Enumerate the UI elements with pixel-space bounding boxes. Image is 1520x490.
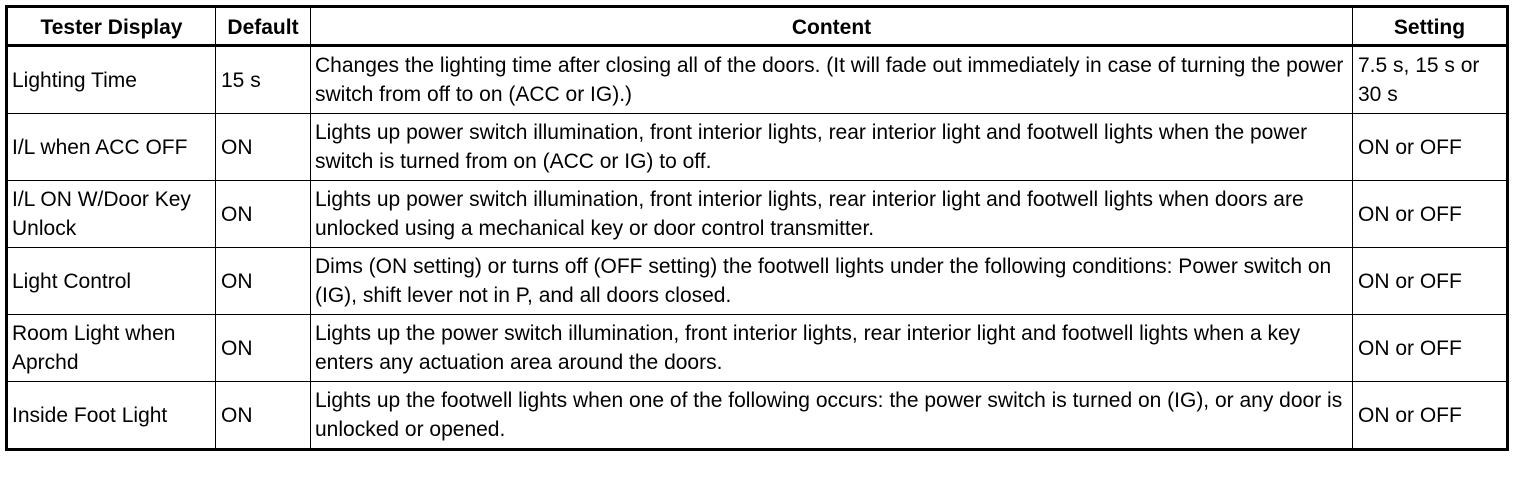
cell-tester-display: Room Light when Aprchd xyxy=(7,315,216,382)
cell-default: ON xyxy=(216,248,311,315)
cell-default: ON xyxy=(216,114,311,181)
cell-setting: 7.5 s, 15 s or 30 s xyxy=(1353,46,1508,114)
cell-content: Dims (ON setting) or turns off (OFF setting) the footwell lights under the following conditions: Power switch on (IG), shift lever not in P, and all doors closed. xyxy=(311,248,1353,315)
table-row xyxy=(7,181,1508,248)
cell-default: ON xyxy=(216,382,311,450)
cell-content: Lights up power switch illumination, front interior lights, rear interior light and footwell lights when the power switch is turned from on (ACC or IG) to off. xyxy=(311,114,1353,181)
cell-tester-display: I/L ON W/Door Key Unlock xyxy=(7,181,216,248)
header-row xyxy=(7,7,1508,46)
cell-setting: ON or OFF xyxy=(1353,181,1508,248)
cell-content: Lights up the footwell lights when one of the following occurs: the power switch is turned on (IG), or any door is unlocked or opened. xyxy=(311,382,1353,450)
cell-content: Lights up power switch illumination, front interior lights, rear interior light and footwell lights when doors are unlocked using a mechanical key or door control transmitter. xyxy=(311,181,1353,248)
table-row xyxy=(7,114,1508,181)
cell-default: ON xyxy=(216,181,311,248)
cell-setting: ON or OFF xyxy=(1353,382,1508,450)
cell-content: Changes the lighting time after closing all of the doors. (It will fade out immediately in case of turning the power switch from off to on (ACC or IG).) xyxy=(311,46,1353,114)
customize-settings-table xyxy=(5,5,1509,451)
table-row xyxy=(7,382,1508,450)
table-row xyxy=(7,248,1508,315)
table-row xyxy=(7,46,1508,114)
cell-tester-display: I/L when ACC OFF xyxy=(7,114,216,181)
table-row xyxy=(7,315,1508,382)
header-setting: Setting xyxy=(1353,7,1508,46)
cell-setting: ON or OFF xyxy=(1353,315,1508,382)
cell-default: ON xyxy=(216,315,311,382)
cell-setting: ON or OFF xyxy=(1353,248,1508,315)
header-content: Content xyxy=(311,7,1353,46)
cell-tester-display: Inside Foot Light xyxy=(7,382,216,450)
cell-tester-display: Lighting Time xyxy=(7,46,216,114)
table-header xyxy=(7,7,1508,46)
header-tester-display: Tester Display xyxy=(7,7,216,46)
header-default: Default xyxy=(216,7,311,46)
cell-setting: ON or OFF xyxy=(1353,114,1508,181)
cell-default: 15 s xyxy=(216,46,311,114)
cell-content: Lights up the power switch illumination, front interior lights, rear interior light and footwell lights when a key enters any actuation area around the doors. xyxy=(311,315,1353,382)
cell-tester-display: Light Control xyxy=(7,248,216,315)
table-body xyxy=(7,46,1508,450)
